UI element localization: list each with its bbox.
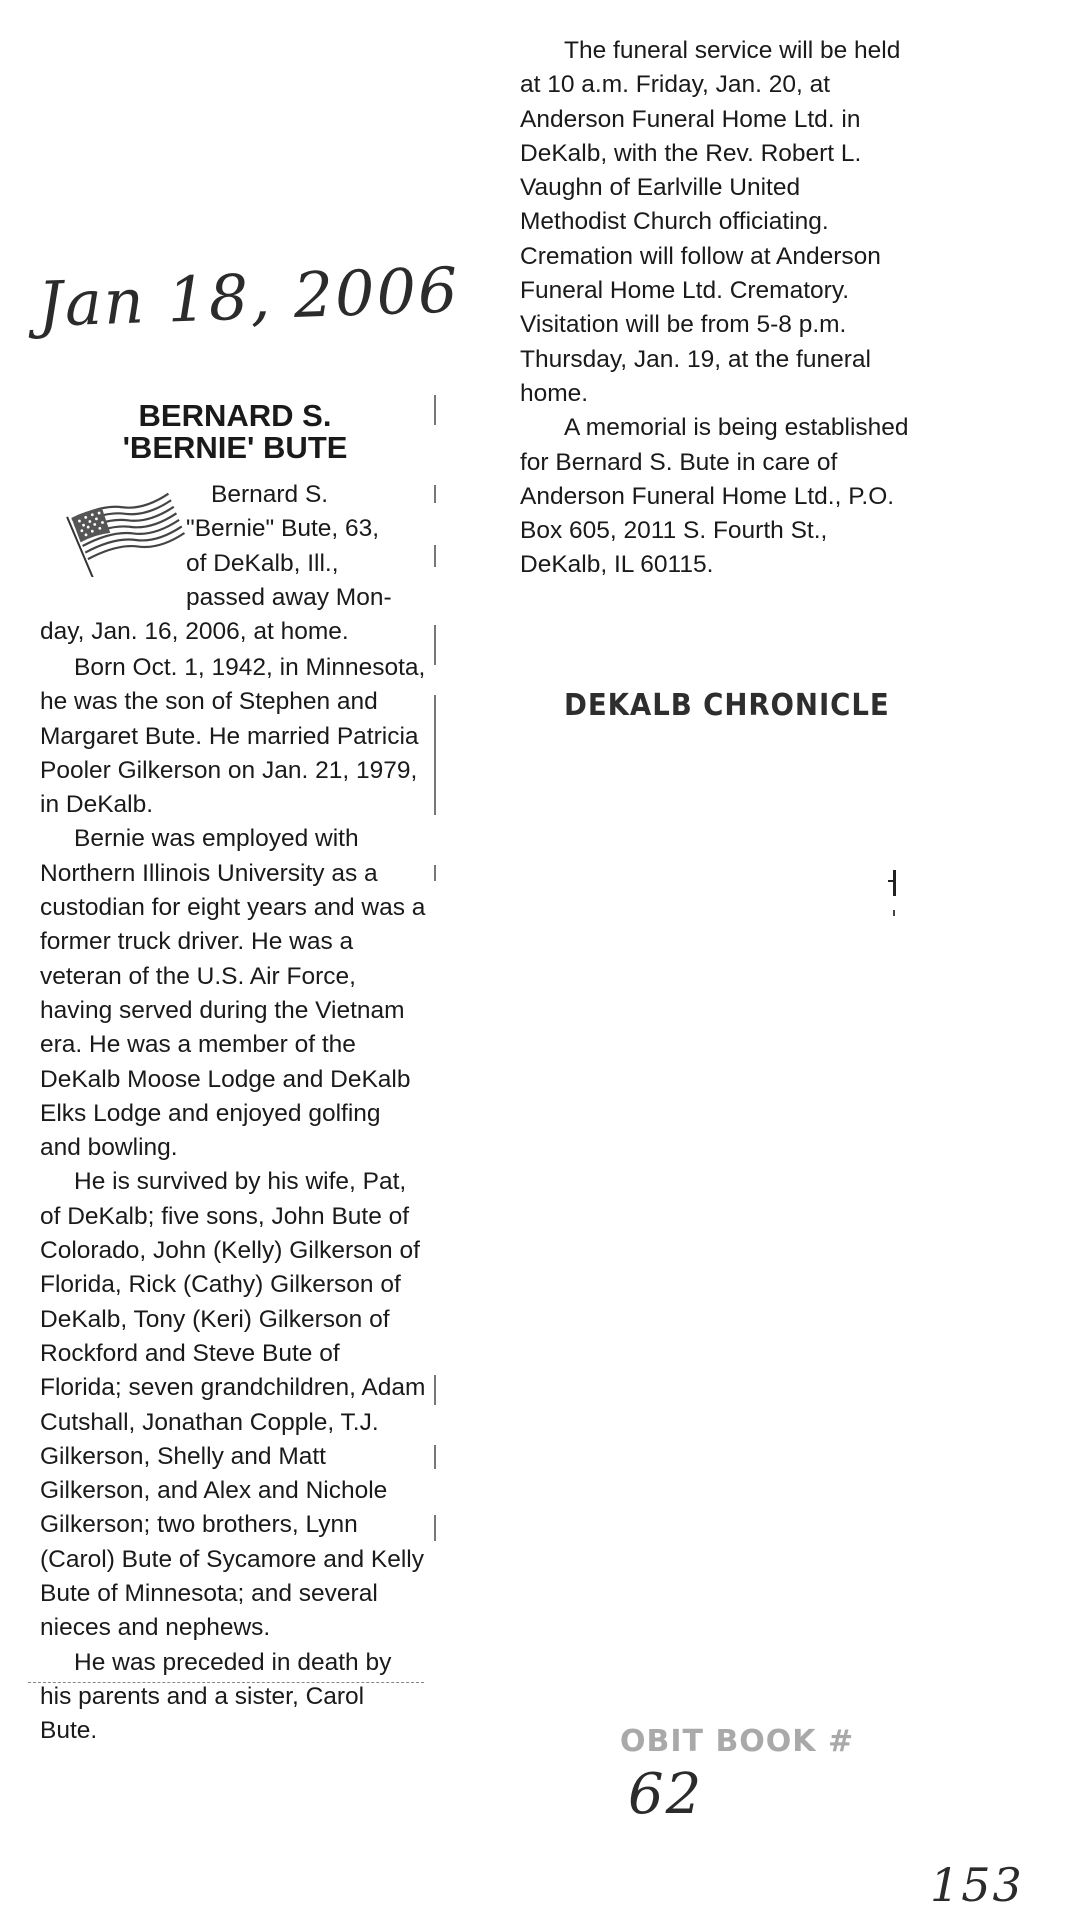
margin-mark — [893, 910, 895, 916]
intro-line: Bernard S. — [211, 481, 329, 508]
handwritten-obit-number: 62 — [628, 1762, 704, 1827]
intro-line: "Bernie" Bute, 63, — [186, 515, 380, 543]
obit-book-stamp: OBIT BOOK # — [620, 1724, 855, 1759]
intro-line: day, Jan. 16, 2006, at home. — [40, 618, 349, 646]
headline-line-1: BERNARD S. — [138, 398, 332, 433]
obituary-right-column — [520, 34, 910, 583]
obituary-headline — [40, 400, 430, 464]
clipping-edge-marks — [434, 395, 438, 1695]
handwritten-page-number: 153 — [930, 1858, 1024, 1912]
obituary-paragraph: He is survived by his wife, Pat, of DeKalb; five sons, John Bute of Colorado, John (Kelly) Gilkerson of Florida, Rick (Cathy) Gilkerson of DeKalb, Tony (Keri) Gilkerson of Rockford and Steve Bute of Florida; seven grandchildren, Adam Cutshall, Jonathan Copple, T.J. Gilkerson, Shelly and Matt Gilkerson, and Alex and Nichole Gilkerson; two brothers, Lynn (Carol) Bute of Sycamore and Kelly Bute of Minnesota; and several nieces and nephews. — [40, 1168, 426, 1642]
obituary-intro — [40, 478, 426, 649]
headline-line-2: 'BERNIE' BUTE — [122, 430, 348, 465]
funeral-service-paragraph: The funeral service will be held at 10 a.m. Friday, Jan. 20, at Anderson Funeral Home Ltd. in DeKalb, with the Rev. Robert L. Vaughn of Earlville United Methodist Church officiating. Cremation will follow at Anderson Funeral Home Ltd. Crematory. Visitation will be from 5-8 p.m. Thursday, Jan. 19, at the funeral home. — [520, 37, 901, 407]
obituary-paragraph: Born Oct. 1, 1942, in Minnesota, he was the son of Stephen and Margaret Bute. He married Patricia Pooler Gilkerson on Jan. 21, 1979, in DeKalb. — [40, 654, 426, 819]
memorial-paragraph: A memorial is being established for Bernard S. Bute in care of Anderson Funeral Home Ltd., P.O. Box 605, 2011 S. Fourth St., DeKalb, IL 60115. — [520, 414, 909, 579]
obituary-left-column — [40, 398, 426, 1745]
margin-mark — [893, 870, 896, 896]
clipping-cut-line — [28, 1682, 424, 1683]
handwritten-date: Jan 18, 2006 — [36, 253, 461, 341]
newspaper-stamp: DEKALB CHRONICLE — [564, 688, 890, 723]
obituary-paragraph: He was preceded in death by his parents and a sister, Carol Bute. — [40, 1648, 392, 1745]
obituary-paragraph: Bernie was employed with Northern Illinois University as a custodian for eight years and was a former truck driver. He was a veteran of the U.S. Air Force, having served during the Vietnam era. He was a member of the DeKalb Moose Lodge and DeKalb Elks Lodge and enjoyed golfing and bowling. — [40, 825, 426, 1162]
margin-mark — [888, 880, 896, 882]
intro-line: passed away Mon- — [186, 583, 392, 611]
intro-line: of DeKalb, Ill., — [186, 549, 339, 577]
obituary-body — [40, 651, 426, 1749]
